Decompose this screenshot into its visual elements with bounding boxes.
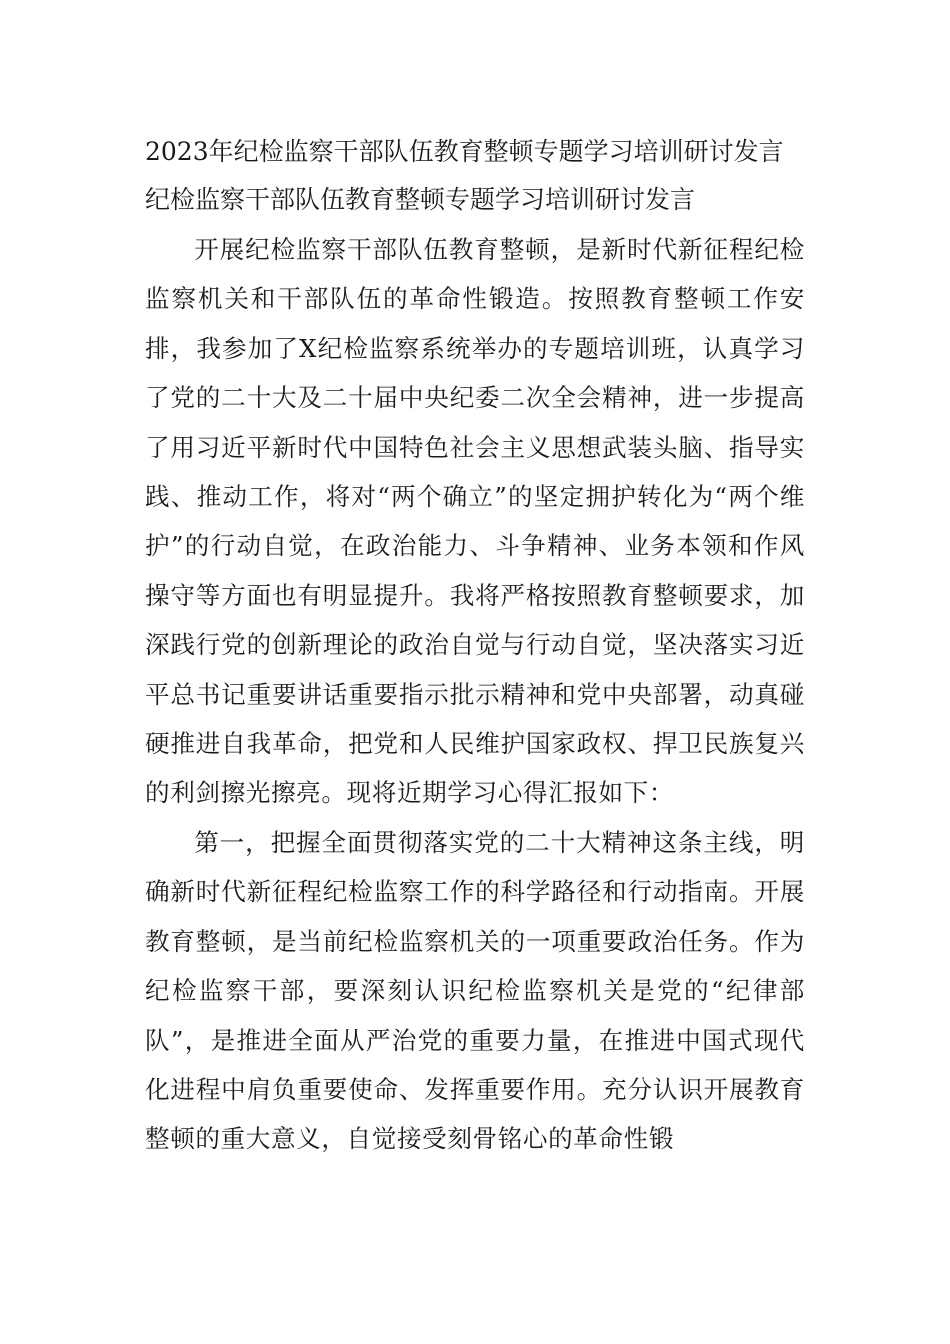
document-subtitle: 纪检监察干部队伍教育整顿专题学习培训研讨发言 <box>145 185 696 214</box>
body-paragraph-2: 第一，把握全面贯彻落实党的二十大精神这条主线，明确新时代新征程纪检监察工作的科学路径和行动指南。开展教育整顿，是当前纪检监察机关的一项重要政治任务。作为纪检监察干部，要深刻认识纪检监察机关是党的“纪律部队”，是推进全面从严治党的重要力量，在推进中国式现代化进程中肩负重要使命、发挥重要作用。充分认识开展教育整顿的重大意义，自觉接受刻骨铭心的革命性锻 <box>145 827 805 1154</box>
body-paragraph-1: 开展纪检监察干部队伍教育整顿，是新时代新征程纪检监察机关和干部队伍的革命性锻造。按照教育整顿工作安排，我参加了X纪检监察系统举办的专题培训班，认真学习了党的二十大及二十届中央纪委二次全会精神，进一步提高了用习近平新时代中国特色社会主义思想武装头脑、指导实践、推动工作，将对“两个确立”的坚定拥护转化为“两个维护”的行动自觉，在政治能力、斗争精神、业务本领和作风操守等方面也有明显提升。我将严格按照教育整顿要求，加深践行党的创新理论的政治自觉与行动自觉，坚决落实习近平总书记重要讲话重要指示批示精神和党中央部署，动真碰硬推进自我革命，把党和人民维护国家政权、捍卫民族复兴的利剑擦光擦亮。现将近期学习心得汇报如下： <box>145 235 805 808</box>
document-title: 2023年纪检监察干部队伍教育整顿专题学习培训研讨发言 <box>145 137 784 166</box>
document-page <box>145 128 805 1164</box>
